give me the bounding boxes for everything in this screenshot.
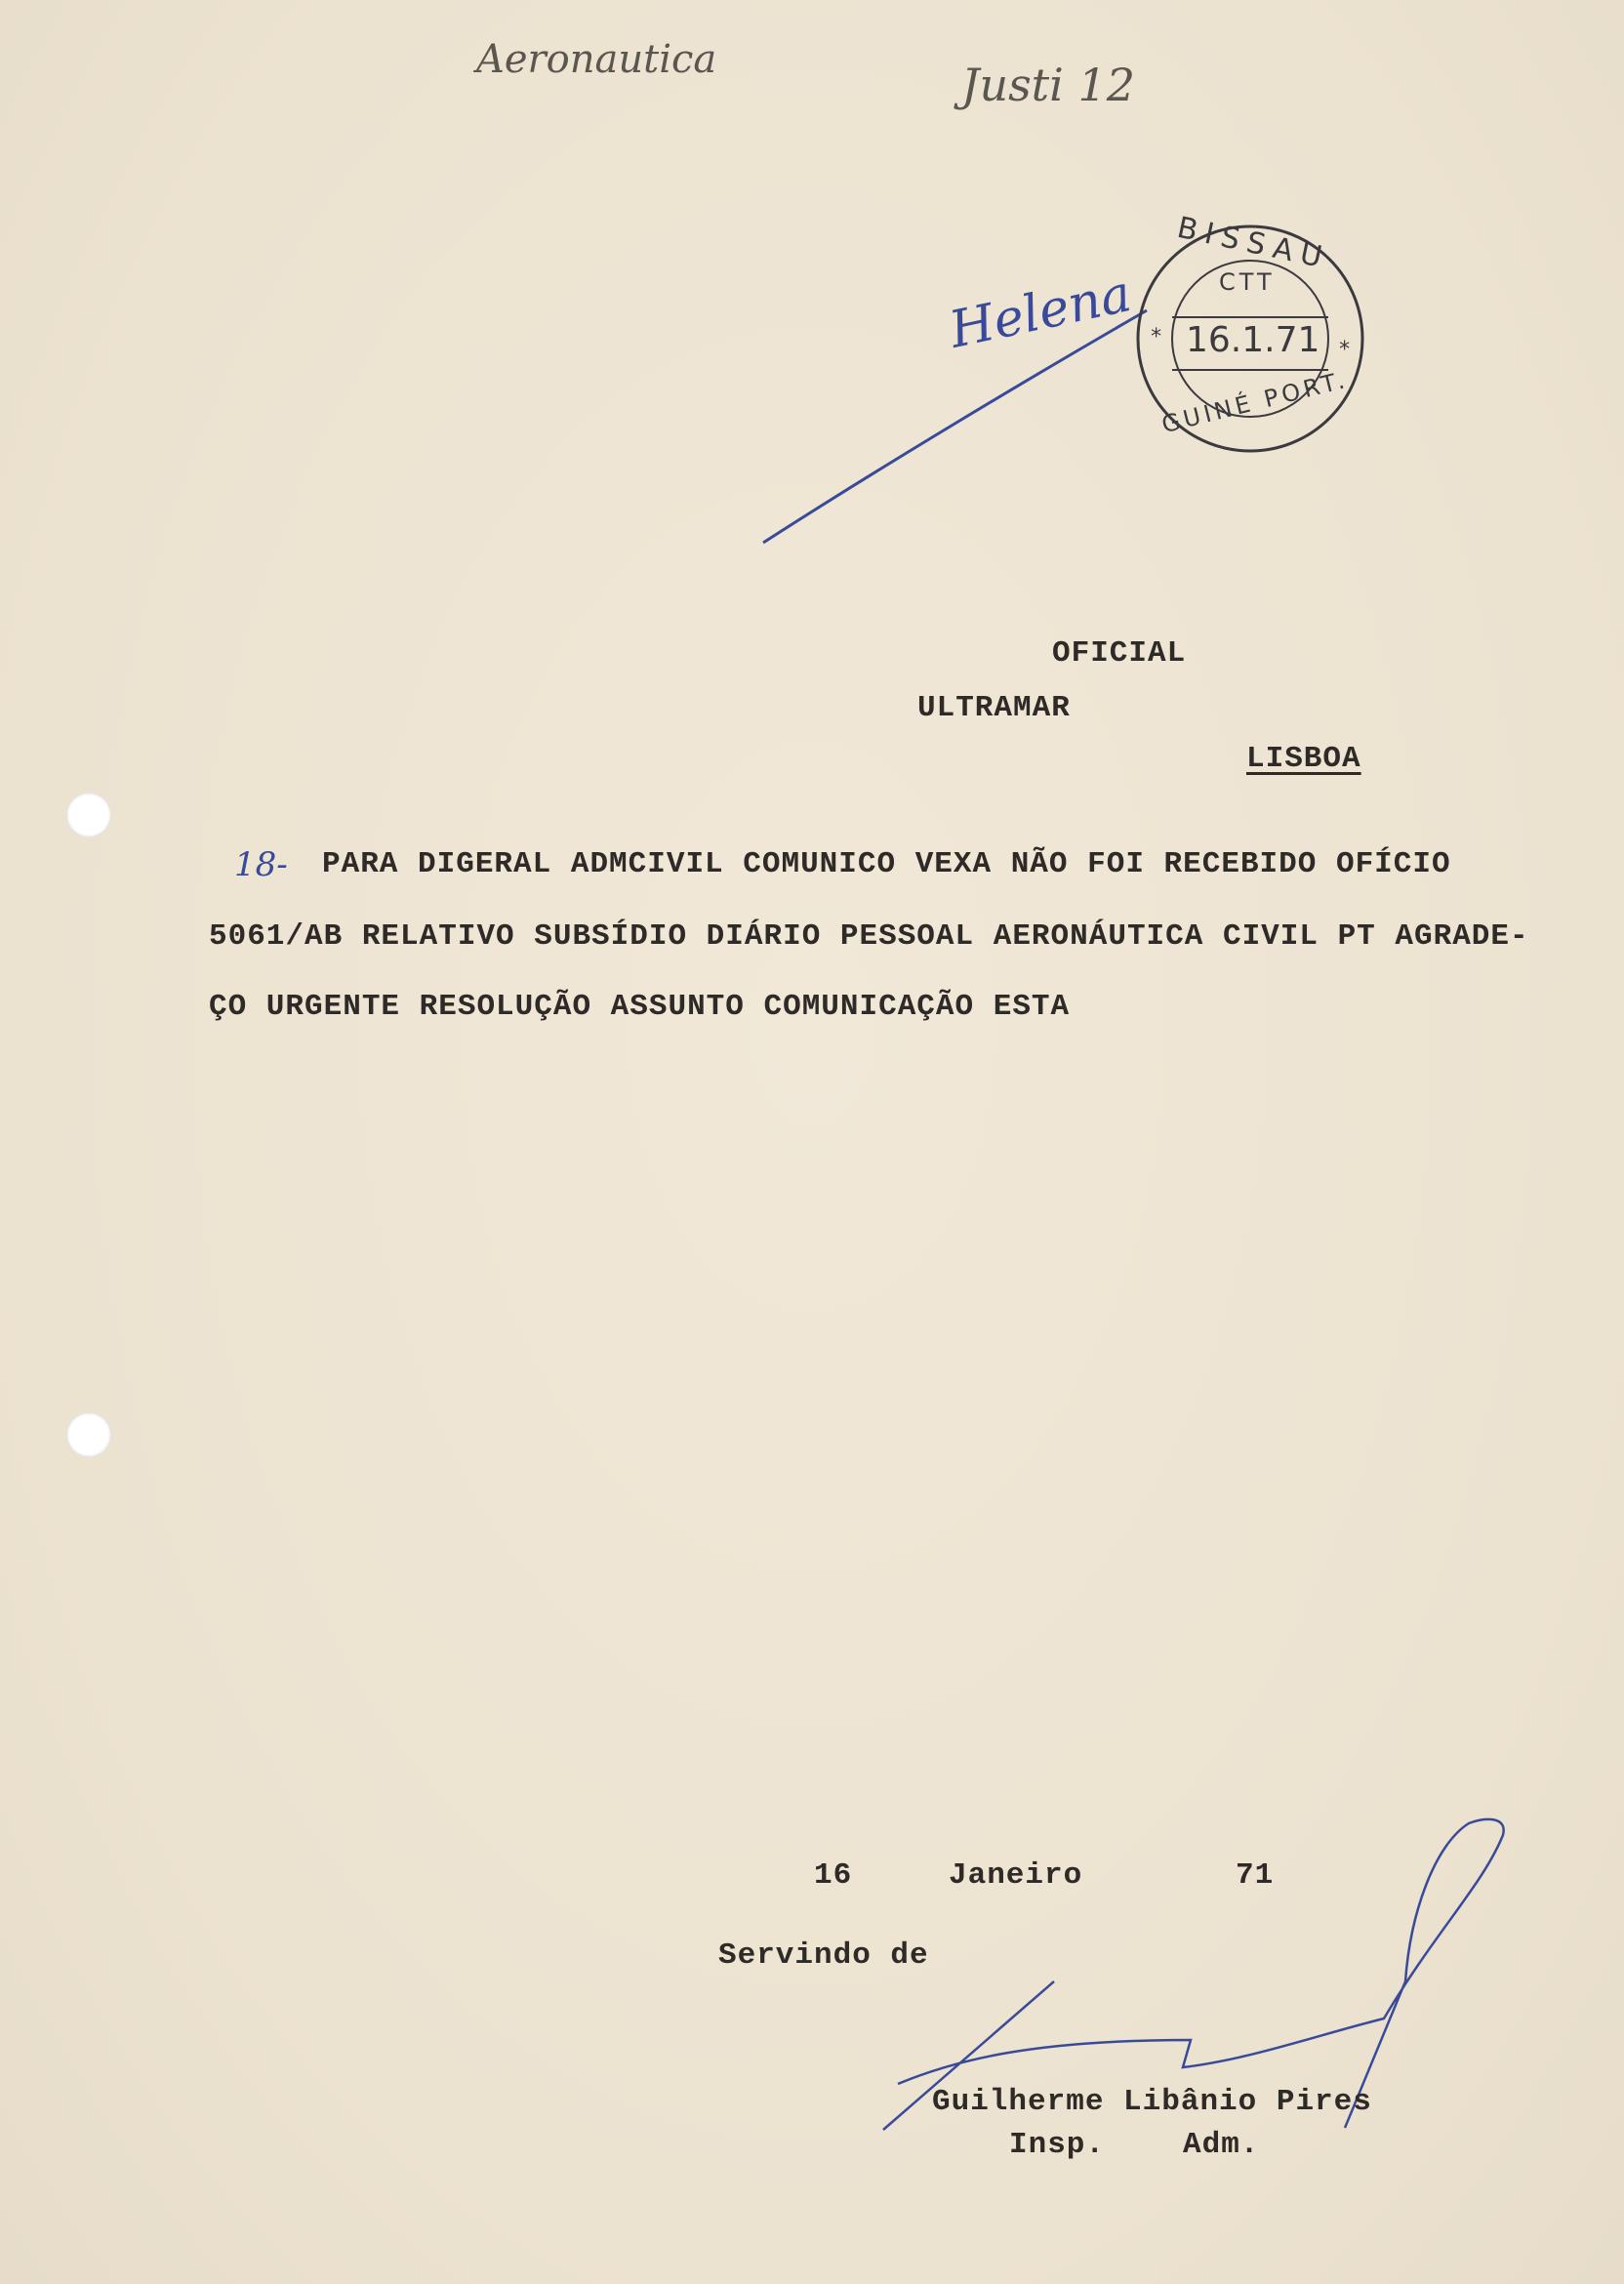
stamp-bottom-text: GUINÉ PORT.: [1158, 365, 1352, 439]
stamp-middle-text: CTT: [1219, 268, 1276, 296]
pencil-note-left: Aeronautica: [476, 37, 717, 82]
message-line-3: ÇO URGENTE RESOLUÇÃO ASSUNTO COMUNICAÇÃO ESTA: [209, 990, 1071, 1024]
signatory-title-2: Adm.: [1183, 2128, 1260, 2162]
message-line-2: 5061/AB RELATIVO SUBSÍDIO DIÁRIO PESSOAL AERONÁUTICA CIVIL PT AGRADE-: [209, 919, 1529, 954]
stamp-top-text: BISSAU: [1174, 210, 1333, 277]
item-number: 18-: [234, 845, 288, 884]
stamp-date: 16.1.71: [1186, 320, 1320, 360]
blue-signature: Helena: [944, 265, 1137, 360]
date-month: Janeiro: [949, 1858, 1083, 1893]
header-lisboa: LISBOA: [1246, 742, 1361, 776]
svg-text:*: *: [1338, 338, 1352, 362]
header-ultramar: ULTRAMAR: [917, 691, 1071, 725]
signatory-title-1: Insp.: [1009, 2128, 1106, 2162]
date-year: 71: [1236, 1858, 1275, 1893]
signature-prefix: Servindo de: [718, 1938, 929, 1973]
pencil-note-right: Justi 12: [961, 59, 1136, 111]
message-line-1: PARA DIGERAL ADMCIVIL COMUNICO VEXA NÃO FOI RECEBIDO OFÍCIO: [322, 847, 1451, 881]
svg-text:*: *: [1150, 325, 1163, 349]
date-day: 16: [814, 1858, 853, 1893]
blue-pen-stroke: [763, 310, 1147, 543]
header-oficial: OFICIAL: [1052, 636, 1187, 671]
signatory-name: Guilherme Libânio Pires: [932, 2085, 1372, 2119]
